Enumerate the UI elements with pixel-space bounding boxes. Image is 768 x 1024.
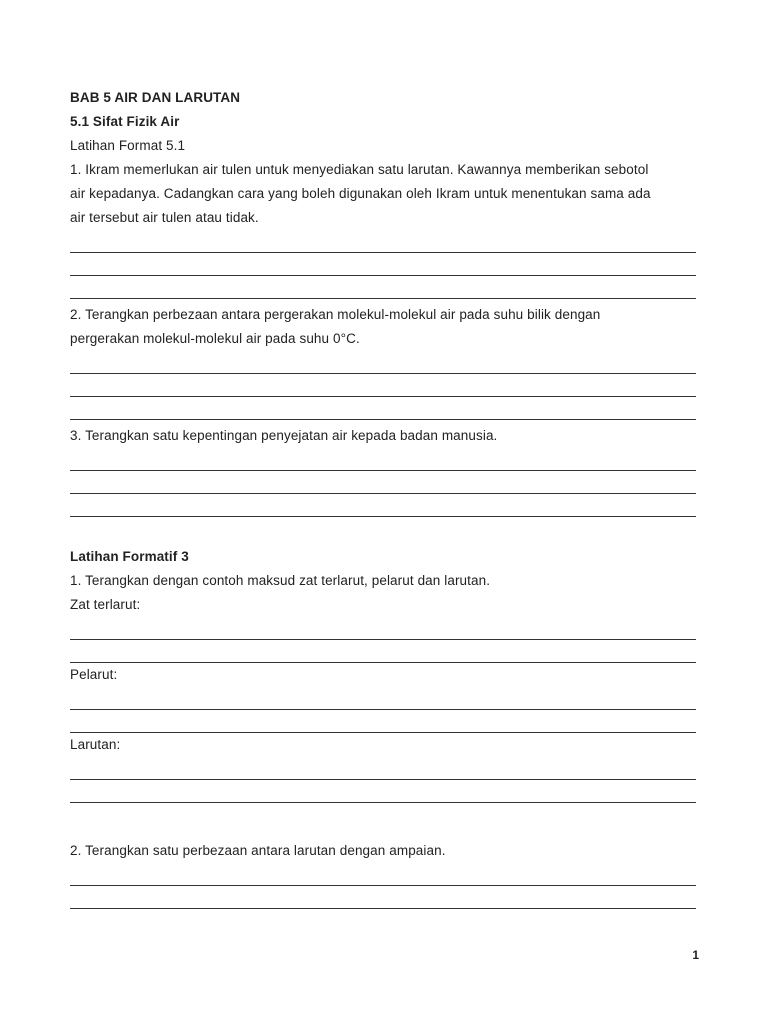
- question-1-line-3: air tersebut air tulen atau tidak.: [70, 210, 259, 225]
- answer-line[interactable]: [70, 863, 696, 886]
- label-larutan: Larutan:: [70, 737, 121, 752]
- answer-line[interactable]: [70, 471, 696, 494]
- answer-line[interactable]: [70, 494, 696, 517]
- exercise-2-title: Latihan Formatif 3: [70, 549, 189, 564]
- question-2-line-1: 2. Terangkan perbezaan antara pergerakan molekul-molekul air pada suhu bilik dengan: [70, 307, 601, 322]
- answer-line[interactable]: [70, 276, 696, 299]
- answer-line[interactable]: [70, 640, 696, 663]
- page-number: 1: [692, 948, 699, 962]
- question-1-line-2: air kepadanya. Cadangkan cara yang boleh digunakan oleh Ikram untuk menentukan sama ada: [70, 186, 651, 201]
- answer-line[interactable]: [70, 230, 696, 253]
- exercise-title: Latihan Format 5.1: [70, 138, 186, 153]
- answer-line[interactable]: [70, 448, 696, 471]
- answer-line[interactable]: [70, 374, 696, 397]
- label-pelarut: Pelarut:: [70, 667, 118, 682]
- answer-line[interactable]: [70, 351, 696, 374]
- question-2-line-2: pergerakan molekul-molekul air pada suhu 0°C.: [70, 331, 360, 346]
- answer-line[interactable]: [70, 687, 696, 710]
- label-zat-terlarut: Zat terlarut:: [70, 597, 141, 612]
- answer-line[interactable]: [70, 886, 696, 909]
- exercise-2-question-2: 2. Terangkan satu perbezaan antara larutan dengan ampaian.: [70, 843, 446, 858]
- answer-line[interactable]: [70, 710, 696, 733]
- answer-line[interactable]: [70, 780, 696, 803]
- question-3-line-1: 3. Terangkan satu kepentingan penyejatan air kepada badan manusia.: [70, 428, 498, 443]
- question-1-line-1: 1. Ikram memerlukan air tulen untuk menyediakan satu larutan. Kawannya memberikan sebotol: [70, 162, 649, 177]
- chapter-title: BAB 5 AIR DAN LARUTAN: [70, 90, 241, 105]
- answer-line[interactable]: [70, 617, 696, 640]
- exercise-2-question-1: 1. Terangkan dengan contoh maksud zat terlarut, pelarut dan larutan.: [70, 573, 491, 588]
- answer-line[interactable]: [70, 253, 696, 276]
- worksheet-page: [70, 86, 696, 909]
- answer-line[interactable]: [70, 757, 696, 780]
- answer-line[interactable]: [70, 397, 696, 420]
- section-title: 5.1 Sifat Fizik Air: [70, 114, 180, 129]
